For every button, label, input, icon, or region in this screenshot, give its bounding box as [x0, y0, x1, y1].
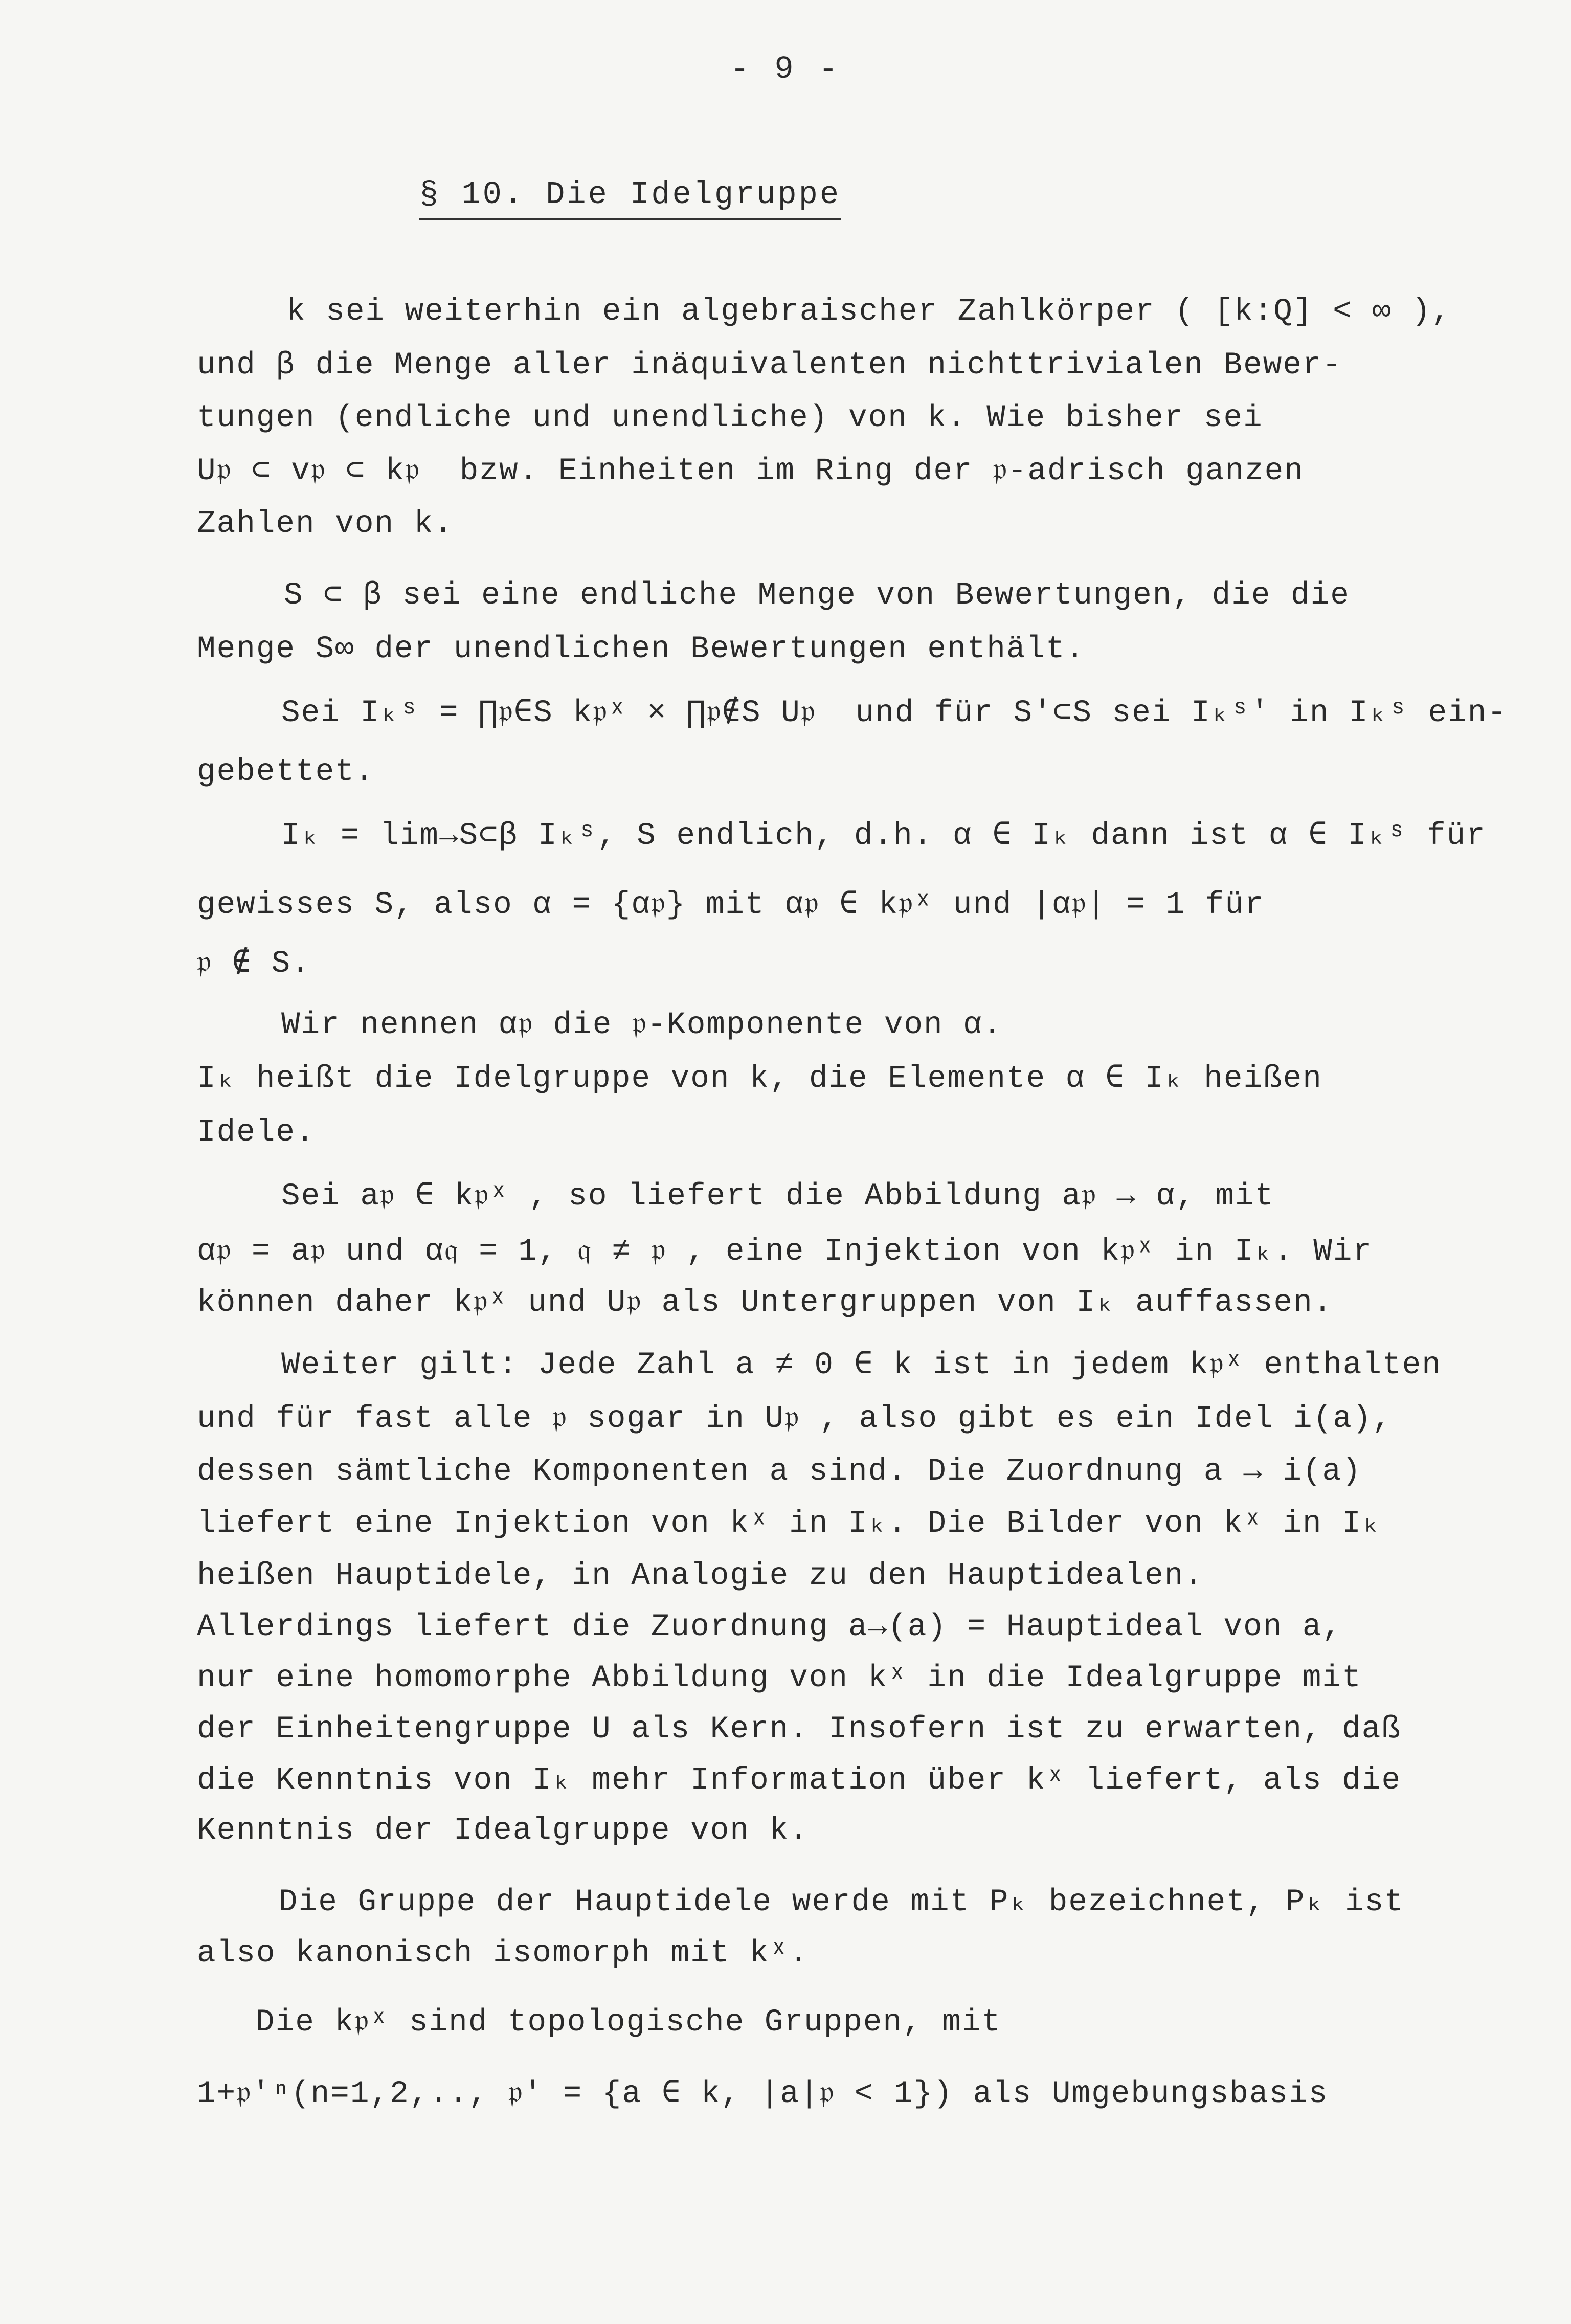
text-line: Sei Iₖˢ = ∏𝔭∈S k𝔭ˣ × ∏𝔭∉S U𝔭 und für S'⊂S sei Iₖˢ' in Iₖˢ ein- — [281, 696, 1507, 731]
text-line: die Kenntnis von Iₖ mehr Information über kˣ liefert, als die — [197, 1763, 1402, 1798]
text-line: Iₖ = lim→S⊂β Iₖˢ, S endlich, d.h. α ∈ Iₖ dann ist α ∈ Iₖˢ für — [281, 818, 1486, 854]
page-number: - 9 - — [730, 51, 841, 87]
text-line: also kanonisch isomorph mit kˣ. — [197, 1936, 809, 1971]
text-line: können daher k𝔭ˣ und U𝔭 als Untergruppen von Iₖ auffassen. — [197, 1285, 1333, 1321]
text-line: Kenntnis der Idealgruppe von k. — [197, 1813, 809, 1848]
text-line: Allerdings liefert die Zuordnung a→(a) = Hauptideal von a, — [197, 1610, 1342, 1645]
text-line: gewisses S, also α = {α𝔭} mit α𝔭 ∈ k𝔭ˣ und |α𝔭| = 1 für — [197, 887, 1265, 923]
text-line: Zahlen von k. — [197, 506, 454, 542]
text-line: k sei weiterhin ein algebraischer Zahlkörper ( [k:Q] < ∞ ), — [286, 294, 1451, 329]
text-line: α𝔭 = a𝔭 und α𝔮 = 1, 𝔮 ≠ 𝔭 , eine Injektion von k𝔭ˣ in Iₖ. Wir — [197, 1234, 1373, 1269]
text-line: Wir nennen α𝔭 die 𝔭-Komponente von α. — [281, 1008, 1003, 1043]
text-line: Die Gruppe der Hauptidele werde mit Pₖ bezeichnet, Pₖ ist — [279, 1885, 1404, 1920]
text-line: S ⊂ β sei eine endliche Menge von Bewertungen, die die — [284, 578, 1350, 613]
section-heading: § 10. Die Idelgruppe — [419, 176, 841, 220]
text-line: Weiter gilt: Jede Zahl a ≠ 0 ∈ k ist in jedem k𝔭ˣ enthalten — [281, 1348, 1442, 1383]
text-line: U𝔭 ⊂ v𝔭 ⊂ k𝔭 bzw. Einheiten im Ring der 𝔭-adrisch ganzen — [197, 454, 1304, 489]
text-line: Sei a𝔭 ∈ k𝔭ˣ , so liefert die Abbildung a𝔭 → α, mit — [281, 1179, 1275, 1214]
text-line: 1+𝔭'ⁿ(n=1,2,.., 𝔭' = {a ∈ k, |a|𝔭 < 1}) als Umgebungsbasis — [197, 2076, 1329, 2112]
text-line: tungen (endliche und unendliche) von k. Wie bisher sei — [197, 400, 1263, 436]
text-line: 𝔭 ∉ S. — [197, 946, 311, 981]
text-line: heißen Hauptidele, in Analogie zu den Hauptidealen. — [197, 1558, 1204, 1594]
text-line: nur eine homomorphe Abbildung von kˣ in die Idealgruppe mit — [197, 1661, 1362, 1696]
text-line: gebettet. — [197, 754, 375, 790]
text-line: der Einheitengruppe U als Kern. Insofern ist zu erwarten, daß — [197, 1712, 1401, 1747]
text-line: liefert eine Injektion von kˣ in Iₖ. Die Bilder von kˣ in Iₖ — [197, 1506, 1382, 1541]
text-line: und β die Menge aller inäquivalenten nichttrivialen Bewer- — [197, 348, 1342, 383]
text-line: Menge S∞ der unendlichen Bewertungen enthält. — [197, 632, 1086, 667]
text-line: Iₖ heißt die Idelgruppe von k, die Elemente α ∈ Iₖ heißen — [197, 1061, 1322, 1097]
text-line: und für fast alle 𝔭 sogar in U𝔭 , also gibt es ein Idel i(a), — [197, 1401, 1393, 1437]
text-line: Die k𝔭ˣ sind topologische Gruppen, mit — [256, 2005, 1002, 2040]
text-line: Idele. — [197, 1115, 316, 1150]
text-line: dessen sämtliche Komponenten a sind. Die Zuordnung a → i(a) — [197, 1454, 1362, 1489]
